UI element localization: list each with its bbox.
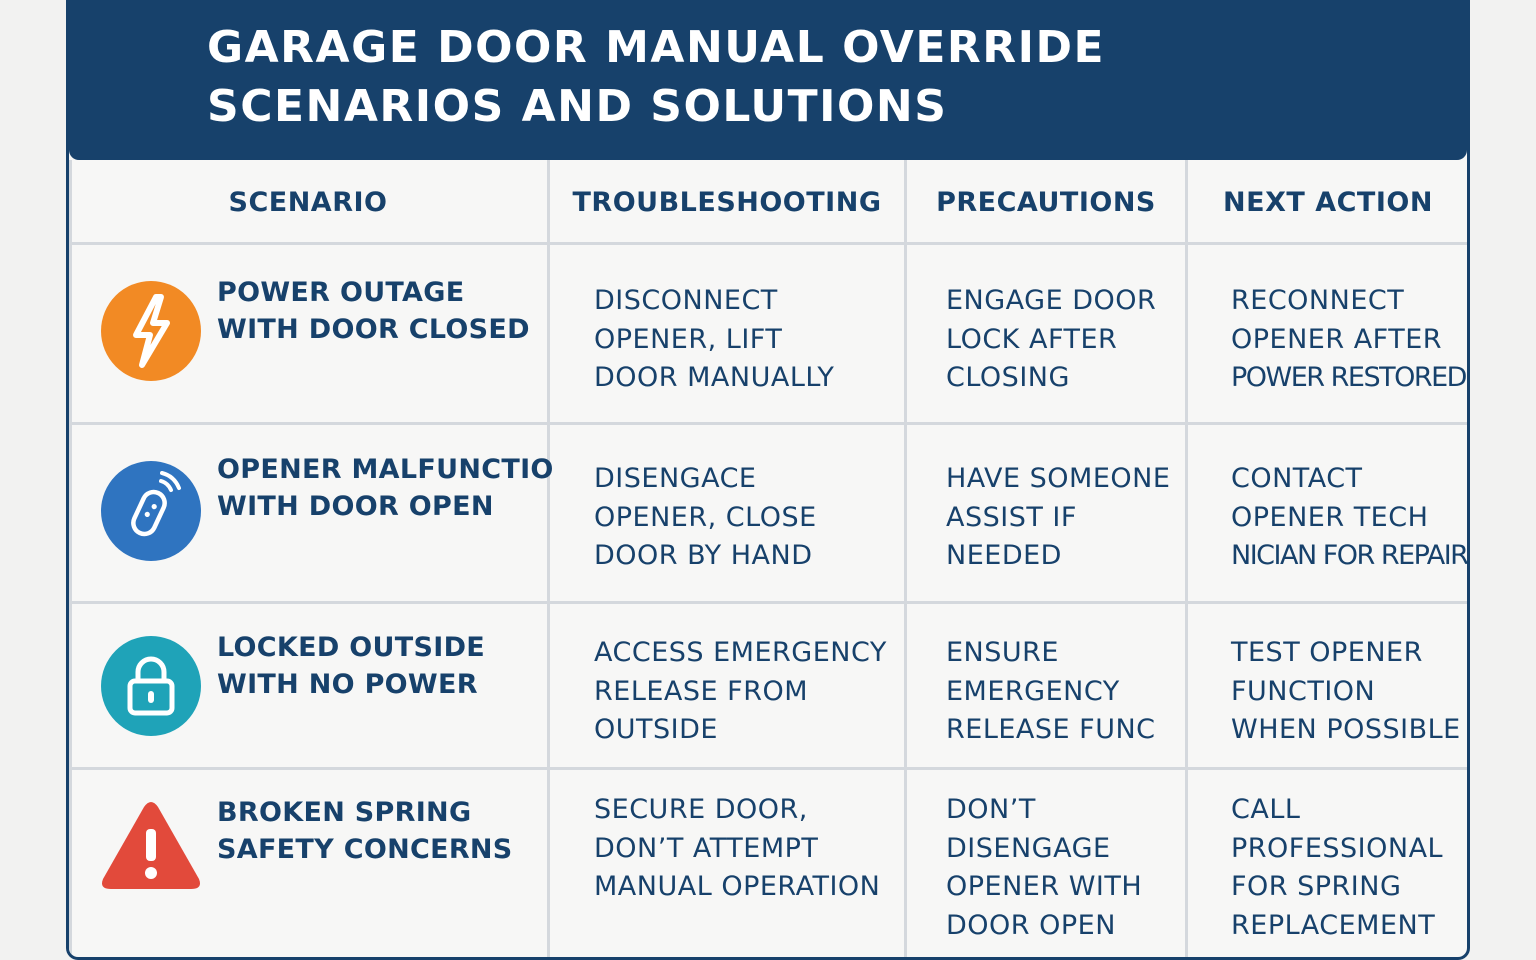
title-line-2: SCENARIOS AND SOLUTIONS — [207, 81, 948, 132]
row-divider — [69, 767, 1467, 770]
table-border-left — [69, 160, 72, 960]
warning-triangle-icon — [99, 799, 203, 893]
column-header-precautions: PRECAUTIONS — [936, 186, 1156, 218]
precautions-cell: HAVE SOMEONE ASSIST IF NEEDED — [946, 463, 1171, 571]
title-line-1: GARAGE DOOR MANUAL OVERRIDE — [207, 22, 1106, 73]
scenario-title: OPENER MALFUNCTIO WITH DOOR OPEN — [217, 454, 554, 522]
troubleshooting-cell: ACCESS EMERGENCY RELEASE FROM OUTSIDE — [594, 637, 887, 745]
column-divider — [904, 160, 907, 960]
page-title — [207, 18, 1105, 136]
troubleshooting-cell: DISENGACE OPENER, CLOSE DOOR BY HAND — [594, 463, 817, 571]
remote-control-icon — [101, 461, 201, 561]
column-header-next-action: NEXT ACTION — [1223, 186, 1433, 218]
scenario-title: POWER OUTAGE WITH DOOR CLOSED — [217, 277, 530, 345]
title-banner — [69, 0, 1467, 160]
column-divider — [1185, 160, 1188, 960]
column-header-scenario: SCENARIO — [228, 186, 388, 218]
precautions-cell: ENSURE EMERGENCY RELEASE FUNC — [946, 637, 1156, 745]
scenario-title: BROKEN SPRING SAFETY CONCERNS — [217, 797, 513, 865]
next-action-cell: CONTACT OPENER TECH NICIAN FOR REPAIR — [1231, 463, 1468, 571]
column-divider — [547, 160, 550, 960]
column-header-troubleshooting: TROUBLESHOOTING — [572, 186, 882, 218]
padlock-icon — [101, 636, 201, 736]
row-divider — [69, 601, 1467, 604]
next-action-cell: TEST OPENER FUNCTION WHEN POSSIBLE — [1231, 637, 1461, 745]
troubleshooting-cell: SECURE DOOR, DON’T ATTEMPT MANUAL OPERATION — [594, 794, 881, 902]
override-table-card — [66, 0, 1470, 960]
next-action-cell: CALL PROFESSIONAL FOR SPRING REPLACEMENT — [1231, 794, 1444, 941]
troubleshooting-cell: DISCONNECT OPENER, LIFT DOOR MANUALLY — [594, 285, 835, 393]
precautions-cell: DON’T DISENGAGE OPENER WITH DOOR OPEN — [946, 794, 1143, 941]
scenario-title: LOCKED OUTSIDE WITH NO POWER — [217, 632, 486, 700]
next-action-cell: RECONNECT OPENER AFTER POWER RESTORED — [1231, 285, 1466, 393]
lightning-bolt-icon — [101, 281, 201, 381]
row-divider — [69, 422, 1467, 425]
precautions-cell: ENGAGE DOOR LOCK AFTER CLOSING — [946, 285, 1157, 393]
